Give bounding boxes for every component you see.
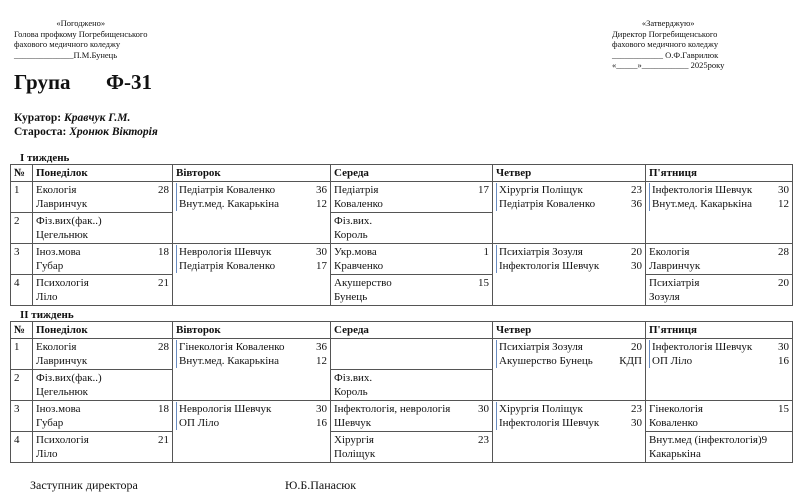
lesson-line: [36, 402, 169, 416]
lesson-text: Педіатрія Коваленко: [179, 184, 276, 196]
footer-name: Ю.Б.Панасюк: [285, 478, 357, 492]
lesson-cell: [173, 401, 331, 463]
lesson-content: [649, 340, 789, 368]
lesson-number: 4: [11, 432, 33, 463]
lesson-content: [649, 276, 789, 304]
lesson-line: [334, 385, 489, 399]
column-header: Вівторок: [173, 165, 331, 182]
lesson-line: [334, 259, 489, 273]
approval-line: Директор Погребищенського: [612, 28, 718, 39]
lesson-line: [36, 354, 169, 368]
lesson-line: [179, 354, 327, 368]
lesson-text: Психіатрія Зозуля: [499, 341, 583, 353]
lesson-line: [649, 402, 789, 416]
lesson-line: [649, 245, 789, 259]
lesson-text: Ліло: [36, 291, 58, 303]
lesson-line: [649, 447, 789, 461]
head-label: Староста:: [14, 126, 67, 138]
lesson-text: ОП Ліло: [652, 355, 693, 367]
lesson-text: Лавринчук: [36, 355, 88, 367]
head-name: Хронюк Вікторія: [69, 126, 158, 138]
lesson-line: [334, 228, 489, 242]
lesson-content: [176, 340, 327, 368]
lesson-line: [652, 340, 789, 354]
lesson-line: [36, 340, 169, 354]
lesson-line: [179, 259, 327, 273]
lesson-text: Внут.мед. Какарькіна: [652, 198, 753, 210]
lesson-line: [334, 402, 489, 416]
lesson-line: [649, 259, 789, 273]
lesson-line: [36, 371, 169, 385]
lesson-text: Іноз.мова: [36, 403, 81, 415]
lesson-text: Інфектологія Шевчук: [652, 184, 753, 196]
lesson-text: Інфектологія Шевчук: [499, 260, 600, 272]
lesson-content: [496, 402, 642, 430]
week-1-schedule-table: [10, 164, 793, 306]
lesson-text: Акушерство Бунець: [499, 355, 593, 367]
lesson-cell: [646, 432, 793, 463]
lesson-number: 2: [11, 213, 33, 244]
lesson-line: [499, 197, 642, 211]
table-row: [11, 182, 793, 213]
lesson-cell: [33, 370, 173, 401]
lesson-content: [496, 183, 642, 211]
lesson-text: Неврологія Шевчук: [179, 403, 272, 415]
lesson-cell: [33, 401, 173, 432]
room-number: 28: [158, 184, 169, 196]
lesson-line: [499, 259, 642, 273]
lesson-content: [36, 402, 169, 430]
lesson-text: Цегельнюк: [36, 386, 89, 398]
lesson-text: Педіатрія: [334, 184, 379, 196]
lesson-number: 4: [11, 275, 33, 306]
lesson-text: Внут.мед. Какарькіна: [179, 198, 280, 210]
lesson-text: Педіатрія Коваленко: [499, 198, 596, 210]
lesson-text: Губар: [36, 417, 64, 429]
approval-title: «Погоджено»: [56, 18, 106, 28]
lesson-line: [499, 245, 642, 259]
lesson-text: Психологія: [36, 277, 89, 289]
lesson-cell: [331, 370, 493, 401]
lesson-line: [179, 402, 327, 416]
room-number: 16: [316, 417, 327, 429]
room-number: 12: [778, 198, 789, 210]
header-row: [11, 165, 793, 182]
approval-line: фахового медичного коледжу: [14, 39, 121, 49]
lesson-cell: [331, 432, 493, 463]
page-title: [14, 70, 152, 95]
room-number: 18: [158, 403, 169, 415]
lesson-line: [649, 290, 789, 304]
lesson-line: [499, 402, 642, 416]
lesson-line: [179, 197, 327, 211]
room-number: 23: [478, 434, 489, 446]
lesson-text: Какарькіна: [649, 448, 701, 460]
approval-block-left: [14, 18, 147, 60]
approval-line: Голова профкому Погребищенського: [14, 28, 148, 39]
lesson-text: Хірургія: [334, 434, 374, 446]
header-row: [11, 322, 793, 339]
lesson-cell: [493, 339, 646, 401]
room-number: 21: [158, 434, 169, 446]
lesson-text: Внут.мед (інфектологія)9: [649, 434, 768, 446]
room-number: 17: [478, 184, 489, 196]
room-number: 23: [631, 403, 642, 415]
approval-signature: ______________П.М.Бунець: [14, 49, 118, 60]
lesson-cell: [646, 182, 793, 244]
lesson-line: [499, 354, 642, 368]
lesson-text: ОП Ліло: [179, 417, 220, 429]
column-header: Середа: [331, 165, 493, 182]
lesson-cell: [646, 275, 793, 306]
lesson-text: Поліщук: [334, 448, 376, 460]
room-number: 30: [778, 184, 789, 196]
room-number: 30: [316, 403, 327, 415]
lesson-text: Хірургія Поліщук: [499, 403, 583, 415]
room-number: 18: [158, 246, 169, 258]
lesson-content: [334, 214, 489, 242]
approval-line: фахового медичного коледжу: [612, 39, 719, 49]
table-row: [11, 339, 793, 370]
lesson-line: [334, 276, 489, 290]
column-header: Вівторок: [173, 322, 331, 339]
lesson-cell: [33, 339, 173, 370]
approval-date: «_____»___________ 2025року: [612, 60, 725, 70]
lesson-text: Лавринчук: [649, 260, 701, 272]
lesson-content: [36, 371, 169, 399]
lesson-number: 3: [11, 244, 33, 275]
lesson-line: [36, 228, 169, 242]
lesson-line: [179, 340, 327, 354]
footer-position: Заступник директора: [30, 478, 138, 492]
lesson-text: Неврологія Шевчук: [179, 246, 272, 258]
group-name: Ф-31: [106, 70, 153, 94]
lesson-text: Екологія: [36, 184, 77, 196]
lesson-cell: [646, 339, 793, 401]
lesson-line: [649, 433, 789, 447]
room-number: КДП: [619, 355, 642, 367]
lesson-content: [36, 245, 169, 273]
approval-signature: ____________ О.Ф.Гаврилюк: [612, 49, 719, 60]
lesson-content: [334, 433, 489, 461]
lesson-text: Психіатрія Зозуля: [499, 246, 583, 258]
group-label: Група: [14, 70, 71, 94]
lesson-line: [36, 447, 169, 461]
lesson-text: Укр.мова: [334, 246, 377, 258]
lesson-content: [334, 276, 489, 304]
lesson-content: [334, 371, 489, 399]
lesson-number: 1: [11, 339, 33, 370]
room-number: 36: [631, 198, 642, 210]
column-header: Понеділок: [33, 322, 173, 339]
column-header: Четвер: [493, 322, 646, 339]
lesson-cell: [33, 213, 173, 244]
lesson-line: [334, 290, 489, 304]
week-2-schedule-table: [10, 321, 793, 463]
lesson-text: Інфектологія Шевчук: [499, 417, 600, 429]
lesson-line: [36, 183, 169, 197]
lesson-content: [496, 340, 642, 368]
lesson-line: [652, 183, 789, 197]
lesson-line: [499, 416, 642, 430]
room-number: 23: [631, 184, 642, 196]
lesson-text: Губар: [36, 260, 64, 272]
room-number: 15: [778, 403, 789, 415]
table-row: [11, 401, 793, 432]
table-row: [11, 432, 793, 463]
lesson-line: [36, 197, 169, 211]
lesson-content: [36, 214, 169, 242]
lesson-cell: [33, 432, 173, 463]
lesson-text: Король: [334, 386, 368, 398]
column-header: П'ятниця: [646, 165, 793, 182]
lesson-line: [499, 340, 642, 354]
column-header: Понеділок: [33, 165, 173, 182]
column-header: Середа: [331, 322, 493, 339]
lesson-number: 2: [11, 370, 33, 401]
room-number: 1: [483, 246, 489, 258]
lesson-cell: [493, 401, 646, 463]
lesson-text: Фіз.вих.: [334, 215, 373, 227]
lesson-content: [334, 183, 489, 211]
lesson-line: [334, 197, 489, 211]
lesson-line: [652, 354, 789, 368]
lesson-line: [334, 214, 489, 228]
lesson-content: [649, 433, 789, 461]
lesson-content: [649, 183, 789, 211]
lesson-text: Психологія: [36, 434, 89, 446]
lesson-cell: [493, 244, 646, 306]
lesson-text: Інфектологія Шевчук: [652, 341, 753, 353]
lesson-line: [334, 433, 489, 447]
room-number: 30: [316, 246, 327, 258]
room-number: 15: [478, 277, 489, 289]
lesson-line: [179, 416, 327, 430]
lesson-text: Гінекологія: [649, 403, 703, 415]
lesson-number: 3: [11, 401, 33, 432]
lesson-text: Педіатрія Коваленко: [179, 260, 276, 272]
lesson-cell: [331, 339, 493, 370]
lesson-text: Лавринчук: [36, 198, 88, 210]
room-number: 20: [631, 246, 642, 258]
column-header: №: [11, 165, 33, 182]
room-number: 17: [316, 260, 327, 272]
lesson-line: [36, 259, 169, 273]
lesson-text: Король: [334, 229, 368, 241]
lesson-text: Фіз.вих(фак..): [36, 372, 102, 384]
curator-name: Кравчук Г.М.: [64, 112, 131, 124]
lesson-cell: [33, 275, 173, 306]
lesson-line: [649, 276, 789, 290]
lesson-content: [334, 245, 489, 273]
lesson-line: [179, 183, 327, 197]
lesson-line: [649, 416, 789, 430]
room-number: 21: [158, 277, 169, 289]
room-number: 30: [631, 417, 642, 429]
lesson-text: Екологія: [649, 246, 690, 258]
lesson-line: [334, 416, 489, 430]
lesson-content: [649, 402, 789, 430]
room-number: 20: [778, 277, 789, 289]
room-number: 12: [316, 355, 327, 367]
column-header: №: [11, 322, 33, 339]
lesson-text: Хірургія Поліщук: [499, 184, 583, 196]
lesson-content: [36, 433, 169, 461]
lesson-content: [334, 402, 489, 430]
approval-block-right: [612, 18, 724, 71]
lesson-cell: [331, 401, 493, 432]
lesson-text: Акушерство: [334, 277, 392, 289]
lesson-number: 1: [11, 182, 33, 213]
lesson-line: [36, 245, 169, 259]
room-number: 12: [316, 198, 327, 210]
lesson-content: [36, 183, 169, 211]
room-number: 16: [778, 355, 789, 367]
lesson-content: [496, 245, 642, 273]
lesson-line: [334, 245, 489, 259]
lesson-line: [36, 290, 169, 304]
table-row: [11, 244, 793, 275]
room-number: 36: [316, 341, 327, 353]
lesson-cell: [331, 213, 493, 244]
lesson-text: Зозуля: [649, 291, 680, 303]
lesson-text: Інфектологія, неврологія: [334, 403, 451, 415]
lesson-line: [334, 371, 489, 385]
lesson-cell: [331, 275, 493, 306]
lesson-cell: [33, 182, 173, 213]
room-number: 28: [778, 246, 789, 258]
lesson-line: [36, 276, 169, 290]
lesson-text: Шевчук: [334, 417, 372, 429]
lesson-text: Бунець: [334, 291, 368, 303]
lesson-content: [649, 245, 789, 273]
lesson-line: [179, 245, 327, 259]
room-number: 36: [316, 184, 327, 196]
lesson-text: Фіз.вих(фак..): [36, 215, 102, 227]
lesson-text: Коваленко: [334, 198, 383, 210]
week-1-title: І тиждень: [20, 152, 70, 164]
curator-label: Куратор:: [14, 112, 62, 124]
lesson-line: [652, 197, 789, 211]
column-header: Четвер: [493, 165, 646, 182]
lesson-content: [176, 402, 327, 430]
room-number: 30: [631, 260, 642, 272]
lesson-cell: [33, 244, 173, 275]
column-header: П'ятниця: [646, 322, 793, 339]
week-2-title: ІІ тиждень: [20, 309, 74, 321]
lesson-text: Ліло: [36, 448, 58, 460]
lesson-text: Екологія: [36, 341, 77, 353]
lesson-cell: [646, 244, 793, 275]
lesson-cell: [173, 339, 331, 401]
table-row: [11, 275, 793, 306]
lesson-content: [36, 276, 169, 304]
lesson-line: [36, 214, 169, 228]
lesson-cell: [173, 182, 331, 244]
lesson-text: Кравченко: [334, 260, 384, 272]
lesson-text: Психіатрія: [649, 277, 700, 289]
lesson-text: Фіз.вих.: [334, 372, 373, 384]
lesson-line: [499, 183, 642, 197]
room-number: 20: [631, 341, 642, 353]
lesson-line: [36, 385, 169, 399]
approval-title: «Затверджую»: [641, 18, 695, 28]
group-info: [14, 111, 158, 139]
lesson-cell: [331, 182, 493, 213]
lesson-text: Гінекологія Коваленко: [179, 341, 285, 353]
room-number: 30: [778, 341, 789, 353]
lesson-line: [334, 447, 489, 461]
lesson-line: [36, 416, 169, 430]
room-number: 30: [478, 403, 489, 415]
lesson-line: [36, 433, 169, 447]
lesson-cell: [493, 182, 646, 244]
lesson-text: Коваленко: [649, 417, 698, 429]
lesson-content: [176, 183, 327, 211]
lesson-text: Цегельнюк: [36, 229, 89, 241]
lesson-text: Внут.мед. Какарькіна: [179, 355, 280, 367]
lesson-content: [176, 245, 327, 273]
lesson-cell: [646, 401, 793, 432]
lesson-content: [36, 340, 169, 368]
lesson-text: Іноз.мова: [36, 246, 81, 258]
lesson-cell: [173, 244, 331, 306]
room-number: 28: [158, 341, 169, 353]
lesson-line: [334, 183, 489, 197]
lesson-cell: [331, 244, 493, 275]
